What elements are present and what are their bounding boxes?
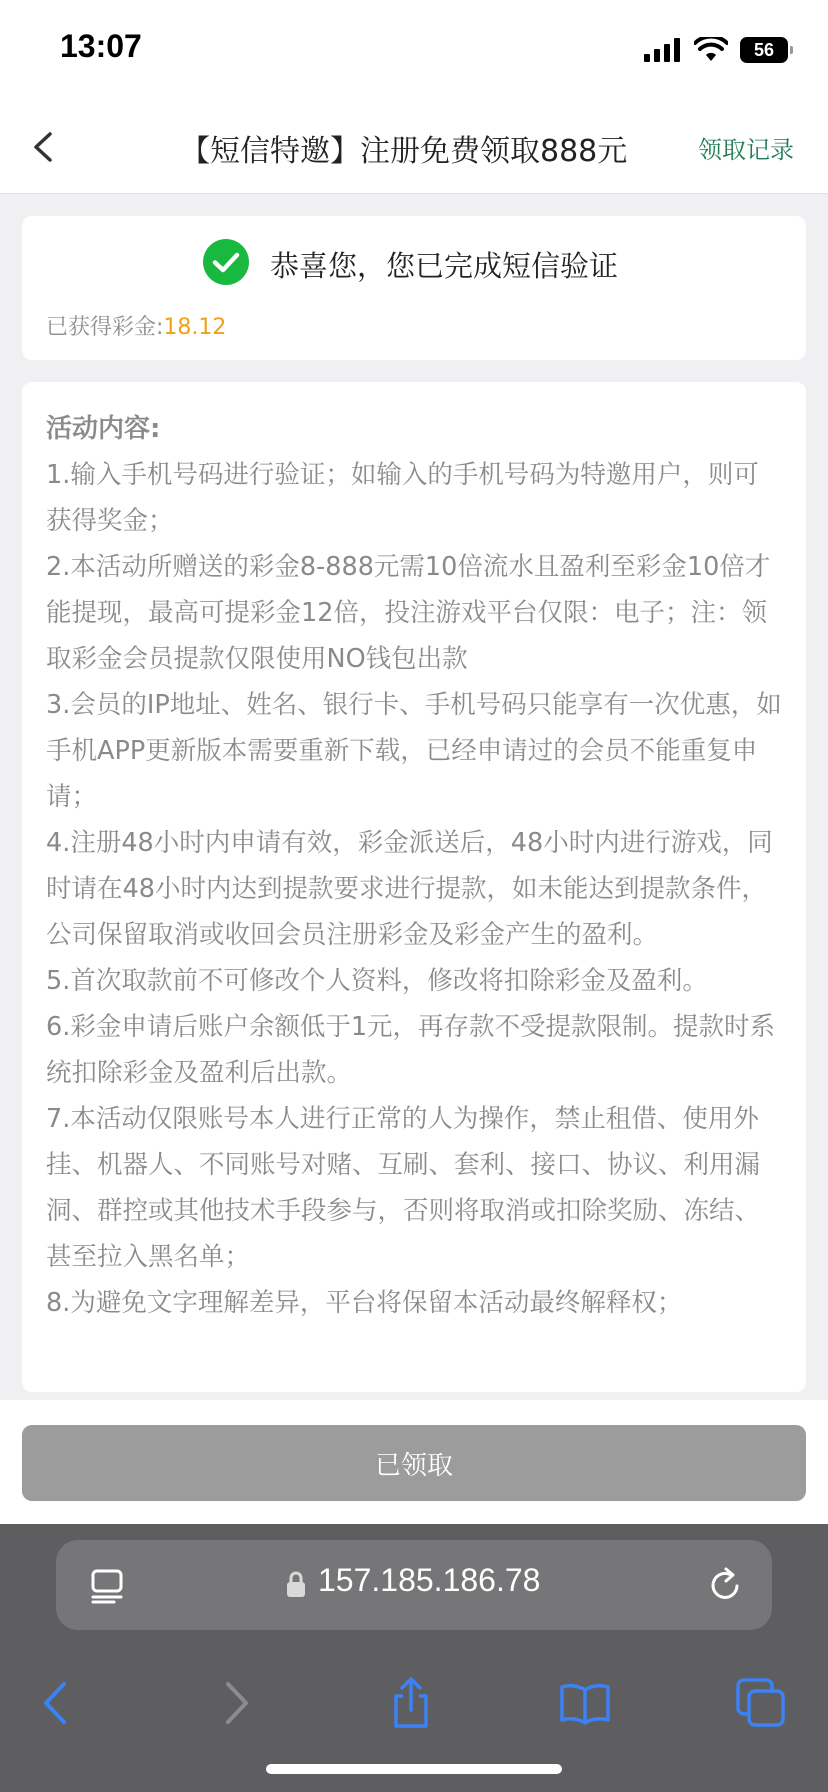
browser-chrome (0, 1524, 828, 1792)
url-text[interactable]: 157.185.186.78 (318, 1562, 541, 1598)
battery-icon: 56 (740, 37, 788, 63)
rule-item: 1.输入手机号码进行验证；如输入的手机号码为特邀用户，则可获得奖金； (46, 460, 759, 536)
bottom-action-area (0, 1400, 828, 1524)
activity-content-card (22, 382, 806, 1392)
status-bar (0, 0, 828, 100)
check-circle-icon (202, 238, 250, 286)
address-bar[interactable] (56, 1540, 772, 1630)
tabs-overview-icon[interactable] (734, 1676, 788, 1730)
forward-arrow-icon[interactable] (208, 1676, 262, 1730)
rule-item: 2.本活动所赠送的彩金8-888元需10倍流水且盈利至彩金10倍才能提现，最高可提彩金12倍，投注游戏平台仅限：电子；注：领取彩金会员提款仅限使用NO钱包出款 (46, 552, 771, 674)
wifi-icon (694, 37, 728, 63)
activity-content-title: 活动内容: (46, 414, 161, 444)
rule-item: 6.彩金申请后账户余额低于1元，再存款不受提款限制。提款时系统扣除彩金及盈利后出款。 (46, 1012, 776, 1088)
lock-icon (286, 1570, 306, 1598)
claim-record-link[interactable]: 领取记录 (698, 136, 794, 164)
reload-icon[interactable] (706, 1566, 744, 1604)
verification-success-card (22, 216, 806, 360)
status-icons (644, 36, 788, 64)
home-indicator (266, 1764, 562, 1774)
bonus-row (46, 310, 226, 341)
rule-item: 4.注册48小时内申请有效，彩金派送后，48小时内进行游戏，同时请在48小时内达到提款要求进行提款，如未能达到提款条件，公司保留取消或收回会员注册彩金及彩金产生的盈利。 (46, 828, 773, 950)
back-chevron-icon[interactable] (22, 124, 66, 170)
signal-icon (644, 38, 682, 62)
bonus-value: 18.12 (163, 315, 227, 340)
claimed-button[interactable]: 已领取 (22, 1425, 806, 1501)
back-arrow-icon[interactable] (30, 1676, 84, 1730)
book-icon[interactable] (558, 1676, 612, 1730)
status-time: 13:07 (60, 28, 142, 64)
share-icon[interactable] (384, 1676, 438, 1730)
rule-item: 3.会员的IP地址、姓名、银行卡、手机号码只能享有一次优惠，如手机APP更新版本需要重新下载，已经申请过的会员不能重复申请； (46, 690, 782, 812)
rule-item: 7.本活动仅限账号本人进行正常的人为操作，禁止租借、使用外挂、机器人、不同账号对赌、互刷、套利、接口、协议、利用漏洞、群控或其他技术手段参与，否则将取消或扣除奖励、冻结、甚至拉入黑名单； (46, 1104, 761, 1272)
bonus-label: 已获得彩金: (46, 315, 164, 340)
page-title: 【短信特邀】注册免费领取888元 (180, 134, 628, 169)
tabs-list-icon[interactable] (90, 1568, 124, 1604)
rule-item: 5.首次取款前不可修改个人资料，修改将扣除彩金及盈利。 (46, 966, 708, 996)
rule-item: 8.为避免文字理解差异，平台将保留本活动最终解释权； (46, 1288, 683, 1318)
nav-bar (0, 100, 828, 194)
success-message: 恭喜您，您已完成短信验证 (270, 249, 619, 283)
